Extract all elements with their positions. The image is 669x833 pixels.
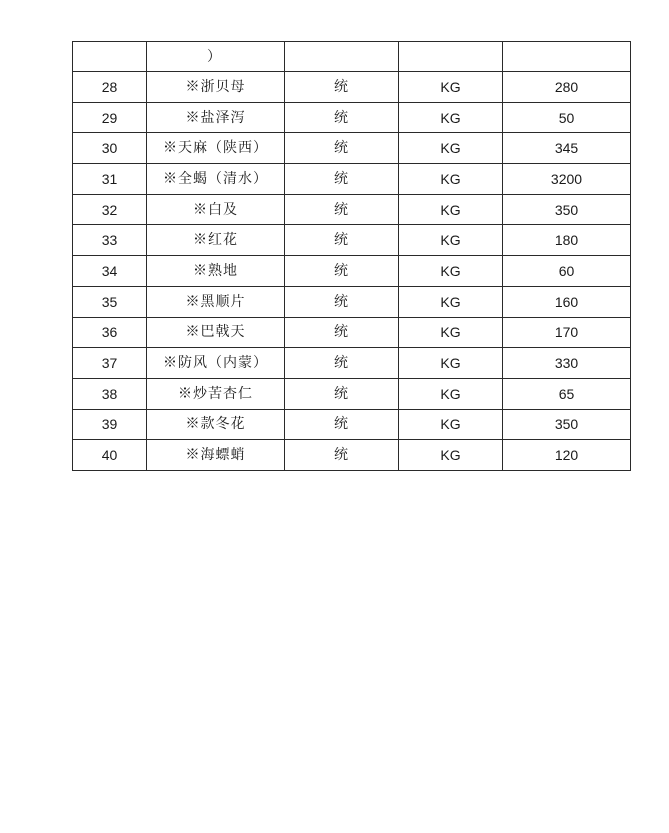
spec-cell: 统 — [285, 440, 399, 471]
row-number-cell: 34 — [73, 256, 147, 287]
table-row — [73, 378, 631, 409]
item-name-cell: ※巴戟天 — [147, 317, 285, 348]
unit-cell: KG — [399, 348, 503, 379]
unit-cell: KG — [399, 72, 503, 103]
row-number-cell: 40 — [73, 440, 147, 471]
table-body — [73, 42, 631, 471]
spec-cell: 统 — [285, 133, 399, 164]
spec-cell: 统 — [285, 409, 399, 440]
item-name-cell: ※熟地 — [147, 256, 285, 287]
table-row — [73, 317, 631, 348]
unit-cell: KG — [399, 133, 503, 164]
row-number-cell: 28 — [73, 72, 147, 103]
table-row — [73, 440, 631, 471]
item-name-cell: ） — [147, 42, 285, 72]
unit-cell: KG — [399, 286, 503, 317]
row-number-cell: 35 — [73, 286, 147, 317]
unit-cell: KG — [399, 102, 503, 133]
row-number-cell — [73, 42, 147, 72]
table-row — [73, 164, 631, 195]
quantity-cell: 50 — [503, 102, 631, 133]
item-name-cell: ※炒苦杏仁 — [147, 378, 285, 409]
spec-cell: 统 — [285, 164, 399, 195]
table-row — [73, 348, 631, 379]
table-row — [73, 102, 631, 133]
medicine-table — [72, 41, 631, 471]
unit-cell: KG — [399, 378, 503, 409]
row-number-cell: 37 — [73, 348, 147, 379]
quantity-cell: 345 — [503, 133, 631, 164]
item-name-cell: ※白及 — [147, 194, 285, 225]
quantity-cell: 330 — [503, 348, 631, 379]
spec-cell: 统 — [285, 256, 399, 287]
spec-cell: 统 — [285, 378, 399, 409]
unit-cell: KG — [399, 440, 503, 471]
quantity-cell: 160 — [503, 286, 631, 317]
quantity-cell: 65 — [503, 378, 631, 409]
table-row — [73, 409, 631, 440]
item-name-cell: ※全蝎（清水） — [147, 164, 285, 195]
table-row — [73, 225, 631, 256]
unit-cell: KG — [399, 409, 503, 440]
table-row — [73, 286, 631, 317]
row-number-cell: 31 — [73, 164, 147, 195]
unit-cell: KG — [399, 225, 503, 256]
quantity-cell — [503, 42, 631, 72]
item-name-cell: ※天麻（陕西） — [147, 133, 285, 164]
item-name-cell: ※款冬花 — [147, 409, 285, 440]
spec-cell: 统 — [285, 317, 399, 348]
row-number-cell: 36 — [73, 317, 147, 348]
item-name-cell: ※黑顺片 — [147, 286, 285, 317]
unit-cell: KG — [399, 164, 503, 195]
table-row — [73, 133, 631, 164]
unit-cell: KG — [399, 317, 503, 348]
quantity-cell: 350 — [503, 409, 631, 440]
table-row — [73, 256, 631, 287]
item-name-cell: ※盐泽泻 — [147, 102, 285, 133]
spec-cell: 统 — [285, 225, 399, 256]
row-number-cell: 38 — [73, 378, 147, 409]
spec-cell: 统 — [285, 286, 399, 317]
quantity-cell: 60 — [503, 256, 631, 287]
quantity-cell: 120 — [503, 440, 631, 471]
item-name-cell: ※浙贝母 — [147, 72, 285, 103]
spec-cell: 统 — [285, 102, 399, 133]
unit-cell — [399, 42, 503, 72]
item-name-cell: ※海螵蛸 — [147, 440, 285, 471]
unit-cell: KG — [399, 194, 503, 225]
table-row-continuation — [73, 42, 631, 72]
item-name-cell: ※防风（内蒙） — [147, 348, 285, 379]
quantity-cell: 280 — [503, 72, 631, 103]
table-row — [73, 72, 631, 103]
item-name-cell: ※红花 — [147, 225, 285, 256]
spec-cell: 统 — [285, 348, 399, 379]
quantity-cell: 180 — [503, 225, 631, 256]
spec-cell: 统 — [285, 72, 399, 103]
quantity-cell: 350 — [503, 194, 631, 225]
row-number-cell: 29 — [73, 102, 147, 133]
spec-cell: 统 — [285, 194, 399, 225]
row-number-cell: 30 — [73, 133, 147, 164]
spec-cell — [285, 42, 399, 72]
row-number-cell: 32 — [73, 194, 147, 225]
row-number-cell: 33 — [73, 225, 147, 256]
quantity-cell: 170 — [503, 317, 631, 348]
row-number-cell: 39 — [73, 409, 147, 440]
quantity-cell: 3200 — [503, 164, 631, 195]
unit-cell: KG — [399, 256, 503, 287]
table-row — [73, 194, 631, 225]
